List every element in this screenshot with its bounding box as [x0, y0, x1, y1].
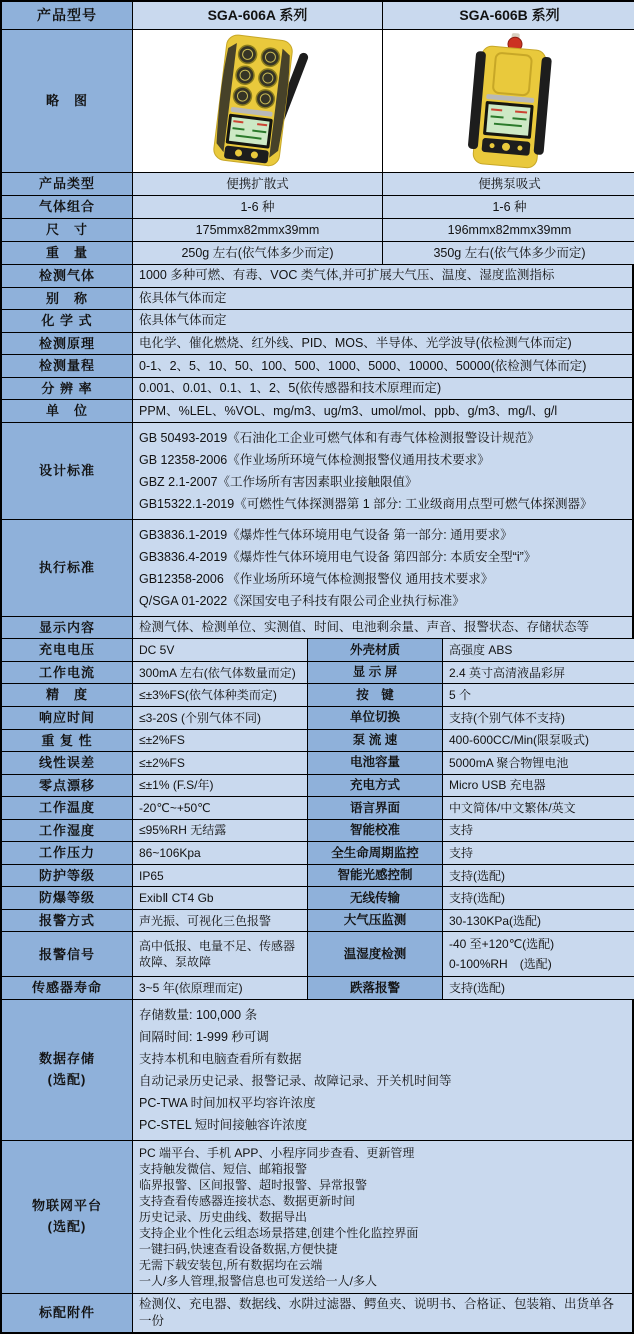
row-label-right: 按 键: [307, 684, 442, 706]
row-label: 检测原理: [2, 333, 132, 355]
value-a: 1-6 种: [132, 196, 382, 218]
row-label: 气体组合: [2, 196, 132, 218]
standard-line: GB3836.4-2019《爆炸性气体环境用电气设备 第四部分: 本质安全型“i”》: [139, 549, 537, 564]
gas-detector-diffusion-illustration: [148, 32, 368, 170]
table-row-dimensions: [2, 218, 632, 241]
temp-humidity-range-line: 0-100%RH (选配): [449, 957, 552, 972]
row-label-right: 电池容量: [307, 752, 442, 774]
value-b: 196mmx82mmx39mm: [382, 219, 634, 241]
row-value-left: 86~106Kpa: [132, 842, 307, 864]
standard-line: GB 50493-2019《石油化工企业可燃气体和有毒气体检测报警设计规范》: [139, 430, 540, 445]
standard-line: GB12358-2006 《作业场所环境气体检测报警仪 通用技术要求》: [139, 571, 494, 586]
table-row-working-current: [2, 661, 632, 684]
iot-platform-label: 物联网平台: [31, 1198, 102, 1214]
table-row-chemical-formula: [2, 309, 632, 332]
row-value-left: 高中低报、电量不足、传感器故障、泵故障: [132, 932, 307, 976]
gas-detector-pump-illustration: [400, 32, 620, 170]
row-label-left: 防爆等级: [2, 887, 132, 909]
table-row-sensor-life: [2, 976, 632, 999]
table-row-iot-platform: [2, 1140, 632, 1293]
row-value-right: 支持: [442, 820, 634, 842]
row-label: 标配附件: [2, 1294, 132, 1332]
row-label: 检测量程: [2, 355, 132, 377]
standard-line: GBZ 2.1-2007《工作场所有害因素职业接触限值》: [139, 474, 418, 489]
row-label: 单 位: [2, 400, 132, 422]
table-row-protection-rating: [2, 864, 632, 887]
row-value-left: 声光振、可视化三色报警: [132, 910, 307, 932]
feature-line: PC 端平台、手机 APP、小程序同步查看、更新管理: [139, 1146, 415, 1161]
device-image-sga-606a: [132, 30, 382, 172]
table-row-working-pressure: [2, 841, 632, 864]
table-row-explosion-proof-rating: [2, 886, 632, 909]
row-label-right: 外壳材质: [307, 639, 442, 661]
row-value-right: [442, 932, 634, 976]
value-a: 175mmx82mmx39mm: [132, 219, 382, 241]
feature-line: 间隔时间: 1-999 秒可调: [139, 1030, 269, 1045]
feature-line: 临界报警、区间报警、超时报警、异常报警: [139, 1178, 368, 1193]
row-label-right: 全生命周期监控: [307, 842, 442, 864]
table-row-repeatability: [2, 729, 632, 752]
row-value-left: ≤95%RH 无结露: [132, 820, 307, 842]
feature-line: PC-TWA 时间加权平均容许浓度: [139, 1096, 316, 1111]
row-label: 别 称: [2, 288, 132, 310]
feature-line: 支持企业个性化云组态场景搭建,创建个性化监控界面: [139, 1226, 419, 1241]
row-label: 重 量: [2, 242, 132, 264]
table-row-detection-range: [2, 354, 632, 377]
row-label-right: 跌落报警: [307, 977, 442, 999]
row-label-left: 重 复 性: [2, 730, 132, 752]
row-value-left: 3~5 年(依原理而定): [132, 977, 307, 999]
row-value: 依具体气体而定: [132, 310, 632, 332]
row-value: 检测仪、充电器、数据线、水阱过滤器、鳄鱼夹、说明书、合格证、包装箱、出货单各一份: [132, 1294, 632, 1332]
feature-line: 一人/多人管理,报警信息也可发送给一人/多人: [139, 1274, 378, 1289]
row-label: 显示内容: [2, 617, 132, 639]
row-label-left: 充电电压: [2, 639, 132, 661]
table-row-accessories: [2, 1293, 632, 1332]
feature-line: 一键扫码,快速查看设备数据,方便快捷: [139, 1242, 338, 1257]
row-label-left: 零点漂移: [2, 775, 132, 797]
table-row-charge-voltage: [2, 638, 632, 661]
standard-line: GB3836.1-2019《爆炸性气体环境用电气设备 第一部分: 通用要求》: [139, 527, 513, 542]
standard-line: GB 12358-2006《作业场所环境气体检测报警仪通用技术要求》: [139, 452, 490, 467]
row-value-right: 5000mA 聚合物锂电池: [442, 752, 634, 774]
row-label-left: 精 度: [2, 684, 132, 706]
row-label-left: 响应时间: [2, 707, 132, 729]
row-value-left: IP65: [132, 865, 307, 887]
row-value-right: 支持(个别气体不支持): [442, 707, 634, 729]
header-label: 产品型号: [2, 2, 132, 29]
row-label-right: 显 示 屏: [307, 662, 442, 684]
row-value-left: ≤±2%FS: [132, 730, 307, 752]
row-label-right: 单位切换: [307, 707, 442, 729]
row-value-right: 高强度 ABS: [442, 639, 634, 661]
feature-line: 存储数量: 100,000 条: [139, 1008, 258, 1023]
table-row-units: [2, 399, 632, 422]
row-label-right: 智能校准: [307, 820, 442, 842]
table-row-response-time: [2, 706, 632, 729]
feature-line: 无需下载安装包,所有数据均在云端: [139, 1258, 323, 1273]
row-value: 依具体气体而定: [132, 288, 632, 310]
row-value: 0.001、0.01、0.1、1、2、5(依传感器和技术原理而定): [132, 378, 632, 400]
table-row-detected-gases: [2, 264, 632, 287]
model-b-header: SGA-606B 系列: [382, 2, 634, 29]
row-label-left: 工作温度: [2, 797, 132, 819]
row-value-right: Micro USB 充电器: [442, 775, 634, 797]
design-standard-list: [132, 423, 632, 519]
row-label-left: 防护等级: [2, 865, 132, 887]
executive-standard-list: [132, 520, 632, 616]
row-value-right: 2.4 英寸高清液晶彩屏: [442, 662, 634, 684]
optional-tag: (选配): [47, 1219, 87, 1235]
row-label-left: 线性误差: [2, 752, 132, 774]
header-row: [2, 2, 632, 29]
data-storage-label: 数据存储: [38, 1051, 95, 1067]
row-label-right: 大气压监测: [307, 910, 442, 932]
row-label: 设计标准: [2, 423, 132, 519]
table-row-design-standard: [2, 422, 632, 519]
standard-line: GB15322.1-2019《可燃性气体探测器第 1 部分: 工业级商用点型可燃气体探测器》: [139, 496, 593, 511]
row-label-left: 报警方式: [2, 910, 132, 932]
table-row-linearity-error: [2, 751, 632, 774]
table-row-alarm-mode: [2, 909, 632, 932]
standard-line: Q/SGA 01-2022《深国安电子科技有限公司企业执行标准》: [139, 593, 465, 608]
row-value-right: 30-130KPa(选配): [442, 910, 634, 932]
row-value-left: ExibⅡ CT4 Gb: [132, 887, 307, 909]
row-label: [2, 1000, 132, 1140]
feature-line: 支持本机和电脑查看所有数据: [139, 1052, 302, 1067]
row-label: 化 学 式: [2, 310, 132, 332]
device-image-sga-606b: [382, 30, 634, 172]
row-value-left: ≤3-20S (个别气体不同): [132, 707, 307, 729]
row-label-right: 温湿度检测: [307, 932, 442, 976]
value-a: 便携扩散式: [132, 173, 382, 195]
row-label-left: 工作湿度: [2, 820, 132, 842]
sketch-row: [2, 29, 632, 172]
row-value-right: 支持(选配): [442, 977, 634, 999]
row-label: [2, 1141, 132, 1293]
table-row-working-temperature: [2, 796, 632, 819]
table-row-gas-combination: [2, 195, 632, 218]
row-label: 尺 寸: [2, 219, 132, 241]
row-label: 执行标准: [2, 520, 132, 616]
row-label-right: 语言界面: [307, 797, 442, 819]
row-value-right: 支持(选配): [442, 865, 634, 887]
table-row-executive-standard: [2, 519, 632, 616]
row-label: 检测气体: [2, 265, 132, 287]
value-b: 1-6 种: [382, 196, 634, 218]
data-storage-list: [132, 1000, 632, 1140]
table-row-alias: [2, 287, 632, 310]
row-value-right: 支持: [442, 842, 634, 864]
value-b: 便携泵吸式: [382, 173, 634, 195]
table-row-display-content: [2, 616, 632, 639]
table-row-weight: [2, 241, 632, 264]
table-row-accuracy: [2, 683, 632, 706]
row-value-left: 300mA 左右(依气体数量而定): [132, 662, 307, 684]
row-value: 0-1、2、5、10、50、100、500、1000、5000、10000、50000(依检测气体而定): [132, 355, 632, 377]
table-row-detection-principle: [2, 332, 632, 355]
iot-platform-list: [132, 1141, 632, 1293]
row-value-left: -20℃~+50℃: [132, 797, 307, 819]
row-value: 检测气体、检测单位、实测值、时间、电池剩余量、声音、报警状态、存储状态等: [132, 617, 632, 639]
row-value: PPM、%LEL、%VOL、mg/m3、ug/m3、umol/mol、ppb、g/m3、mg/l、g/l: [132, 400, 632, 422]
feature-line: 支持触发微信、短信、邮箱报警: [139, 1162, 308, 1177]
row-label-right: 智能光感控制: [307, 865, 442, 887]
row-label-left: 工作电流: [2, 662, 132, 684]
feature-line: 历史记录、历史曲线、数据导出: [139, 1210, 308, 1225]
row-value-right: 中文简体/中文繁体/英文: [442, 797, 634, 819]
row-label-right: 无线传输: [307, 887, 442, 909]
row-value-right: 5 个: [442, 684, 634, 706]
row-label-left: 传感器寿命: [2, 977, 132, 999]
row-value-right: 400-600CC/Min(限泵吸式): [442, 730, 634, 752]
table-row-zero-drift: [2, 774, 632, 797]
feature-line: 自动记录历史记录、报警记录、故障记录、开关机时间等: [139, 1074, 452, 1089]
row-value: 电化学、催化燃烧、红外线、PID、MOS、半导体、光学波导(依检测气体而定): [132, 333, 632, 355]
row-value-left: DC 5V: [132, 639, 307, 661]
row-label-left: 工作压力: [2, 842, 132, 864]
row-label: 产品类型: [2, 173, 132, 195]
table-row-working-humidity: [2, 819, 632, 842]
row-label: 分 辨 率: [2, 378, 132, 400]
row-label-right: 泵 流 速: [307, 730, 442, 752]
temp-humidity-range-line: -40 至+120℃(选配): [449, 937, 555, 952]
row-value-left: ≤±3%FS(依气体种类而定): [132, 684, 307, 706]
row-label-right: 充电方式: [307, 775, 442, 797]
table-row-resolution: [2, 377, 632, 400]
model-a-header: SGA-606A 系列: [132, 2, 382, 29]
feature-line: 支持查看传感器连接状态、数据更新时间: [139, 1194, 356, 1209]
sketch-label: 略 图: [2, 30, 132, 172]
table-row-data-storage: [2, 999, 632, 1140]
row-value-left: ≤±2%FS: [132, 752, 307, 774]
row-value-left: ≤±1% (F.S/年): [132, 775, 307, 797]
row-value: 1000 多种可燃、有毒、VOC 类气体,并可扩展大气压、温度、湿度监测指标: [132, 265, 632, 287]
table-row-alarm-signal: [2, 931, 632, 976]
value-a: 250g 左右(依气体多少而定): [132, 242, 382, 264]
value-b: 350g 左右(依气体多少而定): [382, 242, 634, 264]
feature-line: PC-STEL 短时间接触容许浓度: [139, 1118, 308, 1133]
optional-tag: (选配): [47, 1072, 87, 1088]
table-row-product-type: [2, 172, 632, 195]
row-value-right: 支持(选配): [442, 887, 634, 909]
row-label-left: 报警信号: [2, 932, 132, 976]
